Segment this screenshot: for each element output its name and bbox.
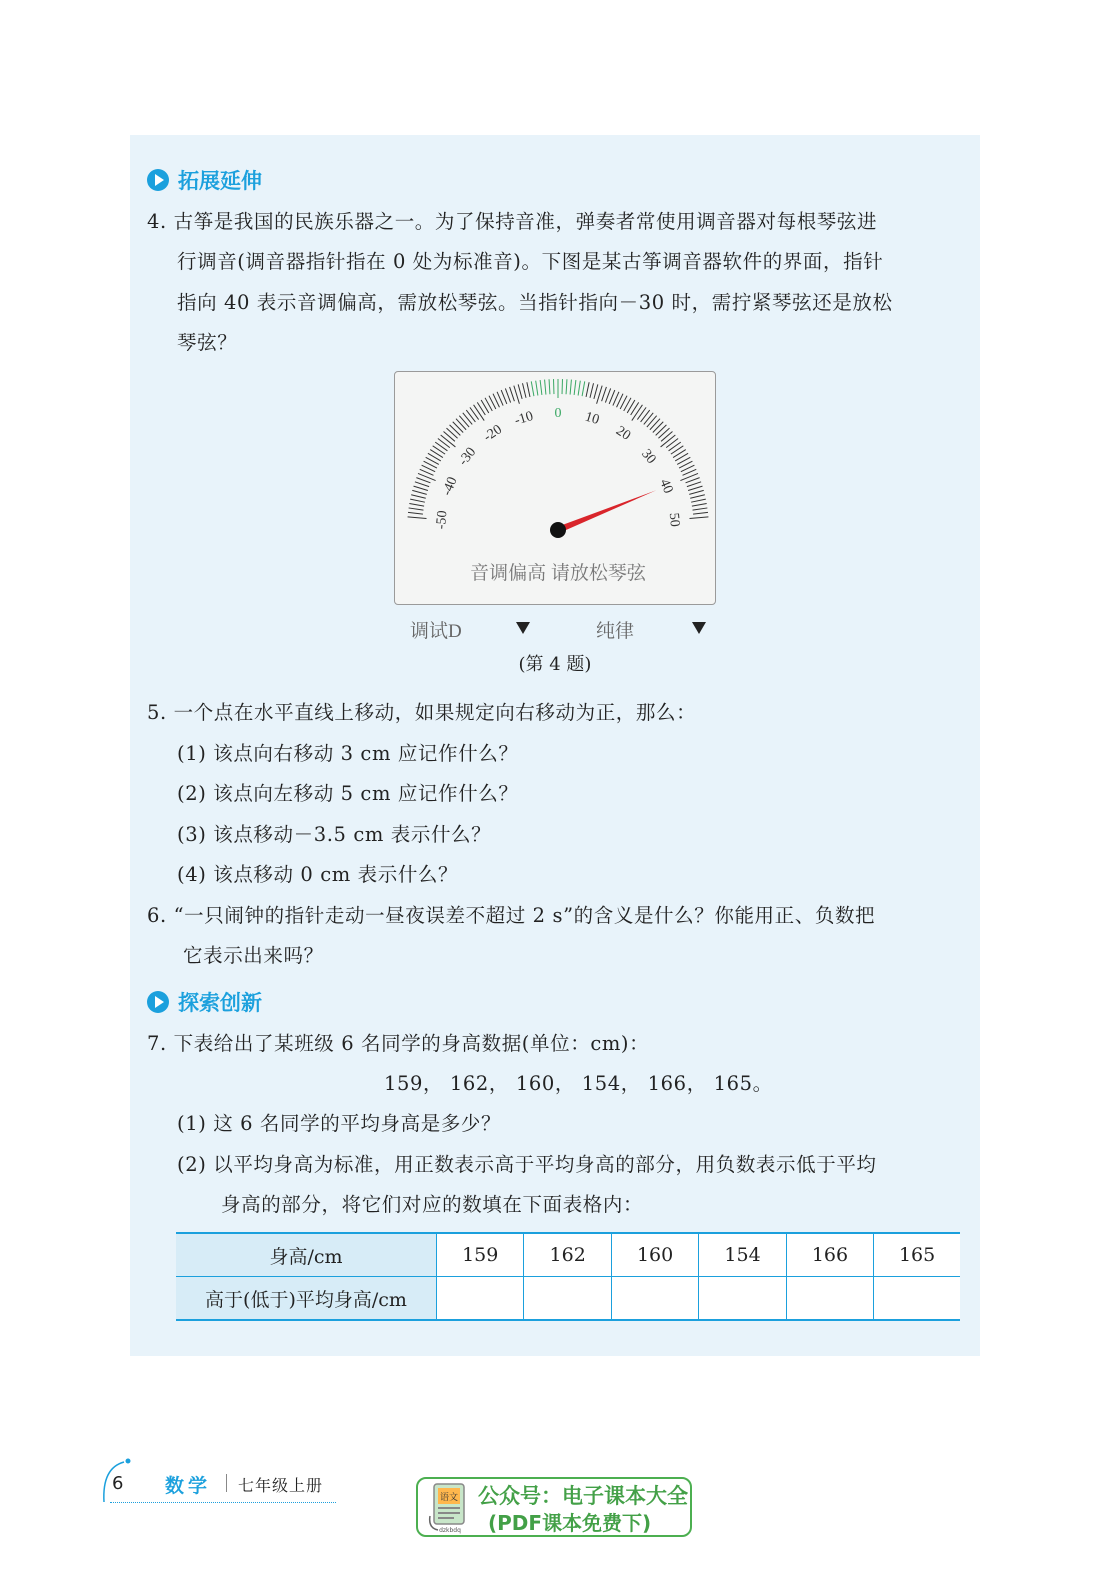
scale-label: -10 <box>512 408 536 429</box>
scale-tick <box>412 490 426 494</box>
scale-tick <box>582 381 585 396</box>
scale-tick <box>531 381 534 396</box>
dropdown-arrow-icon[interactable] <box>516 622 530 634</box>
q7-data-line: 159， 162， 160， 154， 166， 165。 <box>384 1072 773 1095</box>
scale-tick <box>691 499 706 502</box>
q7-intro: 7. 下表给出了某班级 6 名同学的身高数据(单位：cm)： <box>147 1032 650 1055</box>
q5-item-3: (3) 该点移动－3.5 cm 表示什么？ <box>177 823 492 846</box>
scale-tick <box>549 379 550 394</box>
q5-intro: 5. 一个点在水平直线上移动，如果规定向右移动为正，那么： <box>147 701 697 724</box>
tuner-mode-left[interactable]: 调试D <box>410 621 462 642</box>
tuner-mode-right[interactable]: 纯律 <box>596 621 635 642</box>
scale-tick <box>650 419 660 430</box>
scale-label: 30 <box>638 446 659 467</box>
q5-item-2: (2) 该点向左移动 5 cm 应记作什么？ <box>177 782 519 805</box>
scale-tick <box>522 383 526 398</box>
table-cell: 160 <box>611 1233 698 1277</box>
tuner-scale-labels <box>434 406 682 530</box>
scale-tick <box>687 482 701 487</box>
scale-tick <box>441 435 456 447</box>
scale-tick <box>641 410 650 422</box>
scale-label: 40 <box>656 477 676 496</box>
scale-label: -30 <box>455 444 480 469</box>
q4-line-1: 4. 古筝是我国的民族乐器之一。为了保持音准，弹奏者常使用调音器对每根琴弦进 <box>147 210 878 233</box>
scale-label: -20 <box>481 422 505 446</box>
scale-tick <box>632 405 643 421</box>
q7-item-1: (1) 这 6 名同学的平均身高是多少？ <box>177 1112 502 1135</box>
scale-tick <box>446 428 457 438</box>
scale-tick <box>459 416 469 427</box>
footer-divider <box>226 1474 227 1492</box>
scale-tick <box>688 486 702 490</box>
scale-tick <box>474 405 485 421</box>
section-heading-label: 拓展延伸 <box>178 169 262 193</box>
tuner-gauge <box>394 371 716 605</box>
watermark-line-1: 公众号：电子课本大全 <box>478 1484 688 1508</box>
table-cell-empty[interactable] <box>786 1277 873 1321</box>
scale-tick <box>586 382 589 397</box>
scale-tick <box>450 425 461 435</box>
scale-label: 0 <box>554 406 562 422</box>
scale-tick <box>578 381 580 396</box>
footer-dotted-line <box>110 1502 336 1503</box>
table-row <box>176 1277 960 1321</box>
scale-tick <box>644 413 653 425</box>
scale-tick <box>415 482 429 487</box>
scale-tick <box>602 387 607 401</box>
scale-tick <box>540 380 542 395</box>
scale-tick <box>686 478 700 483</box>
book-icon-small-text: dzkbdq <box>439 1527 461 1534</box>
scale-tick <box>545 380 546 395</box>
table-cell: 154 <box>699 1233 786 1277</box>
q6-line-1: 6. “一只闹钟的指针走动一昼夜误差不超过 2 s”的含义是什么？你能用正、负数把 <box>147 904 876 927</box>
scale-tick <box>510 387 515 401</box>
section-heading-extend <box>147 165 262 195</box>
scale-tick <box>453 422 463 433</box>
scale-label: -40 <box>439 474 461 498</box>
q5-item-4: (4) 该点移动 0 cm 表示什么？ <box>177 863 459 886</box>
scale-tick <box>637 407 646 419</box>
scale-tick <box>689 490 703 494</box>
q7-item-2-cont: 身高的部分，将它们对应的数填在下面表格内： <box>221 1193 644 1216</box>
scale-label: 10 <box>583 409 601 429</box>
q4-line-4: 琴弦？ <box>177 331 238 354</box>
footer-subject: 数学 <box>165 1475 212 1497</box>
scale-tick <box>590 383 594 398</box>
table-row <box>176 1233 960 1277</box>
scale-tick <box>661 432 672 442</box>
scale-tick <box>647 416 657 427</box>
tuner-status-text: 音调偏高 请放松琴弦 <box>470 563 646 584</box>
scale-tick <box>690 495 705 499</box>
scale-tick <box>408 512 423 514</box>
dropdown-arrow-icon[interactable] <box>692 622 706 634</box>
table-cell-empty[interactable] <box>437 1277 524 1321</box>
scale-tick <box>409 508 424 510</box>
scale-tick <box>463 413 472 425</box>
scale-tick <box>666 438 678 447</box>
height-table <box>176 1232 960 1321</box>
scale-tick <box>566 379 567 394</box>
scale-tick <box>456 419 466 430</box>
scale-tick <box>416 478 430 483</box>
scale-tick <box>444 432 455 442</box>
table-row-header: 高于(低于)平均身高/cm <box>176 1277 437 1321</box>
scale-tick <box>605 388 610 402</box>
q4-line-3: 指向 40 表示音调偏高，需放松琴弦。当指针指向－30 时，需拧紧琴弦还是放松 <box>177 291 893 314</box>
table-row-header: 身高/cm <box>176 1233 437 1277</box>
section-heading-explore <box>147 987 262 1017</box>
table-cell-empty[interactable] <box>874 1277 960 1321</box>
scale-tick <box>693 512 708 514</box>
scale-tick <box>408 517 427 519</box>
table-cell: 165 <box>874 1233 960 1277</box>
tuner-needle <box>550 490 656 538</box>
watermark-line-2: (PDF课本免费下) <box>488 1511 652 1535</box>
scale-label: 50 <box>665 512 682 528</box>
scale-tick <box>409 504 424 507</box>
play-icon <box>147 169 169 191</box>
q4-caption: (第 4 题) <box>518 654 592 675</box>
footer-grade: 七年级上册 <box>238 1476 324 1495</box>
scale-tick <box>653 422 663 433</box>
scale-tick <box>518 384 522 398</box>
book-icon <box>428 1482 472 1534</box>
table-cell-empty[interactable] <box>611 1277 698 1321</box>
page-number: 6 <box>112 1473 124 1494</box>
scale-tick <box>505 388 510 402</box>
q4-line-2: 行调音(调音器指针指在 0 处为标准音)。下图是某古筝调音器软件的界面，指针 <box>177 250 884 273</box>
scale-tick <box>414 486 428 490</box>
scale-tick <box>594 384 598 398</box>
scale-tick <box>470 407 479 419</box>
table-cell-empty[interactable] <box>699 1277 786 1321</box>
scale-tick <box>433 446 445 454</box>
section-heading-label: 探索创新 <box>178 991 262 1015</box>
q6-line-2: 它表示出来吗？ <box>183 944 324 967</box>
scale-tick <box>656 425 667 435</box>
scale-tick <box>411 495 426 499</box>
scale-tick <box>689 517 708 519</box>
scale-tick <box>669 442 681 451</box>
scale-tick <box>435 442 447 451</box>
scale-label: 20 <box>613 423 634 444</box>
needle-pointer <box>557 490 656 533</box>
needle-hub <box>550 522 566 538</box>
scale-tick <box>466 410 475 422</box>
scale-tick <box>410 499 425 502</box>
scale-tick <box>574 380 576 395</box>
scale-tick <box>438 438 450 447</box>
scale-tick <box>658 428 669 438</box>
book-icon-label: 语文 <box>439 1493 459 1503</box>
q5-item-1: (1) 该点向右移动 3 cm 应记作什么？ <box>177 742 519 765</box>
scale-tick <box>661 435 676 447</box>
table-cell-empty[interactable] <box>524 1277 611 1321</box>
play-icon <box>147 991 169 1013</box>
q7-item-2: (2) 以平均身高为标准，用正数表示高于平均身高的部分，用负数表示低于平均 <box>177 1153 877 1176</box>
scale-label: -50 <box>433 509 451 530</box>
table-cell: 166 <box>786 1233 873 1277</box>
scale-tick <box>527 382 530 397</box>
scale-tick <box>692 504 707 507</box>
table-cell: 162 <box>524 1233 611 1277</box>
scale-tick <box>693 508 708 510</box>
table-cell: 159 <box>437 1233 524 1277</box>
scale-tick <box>671 446 683 454</box>
scale-tick <box>570 380 571 395</box>
scale-tick <box>536 381 538 396</box>
